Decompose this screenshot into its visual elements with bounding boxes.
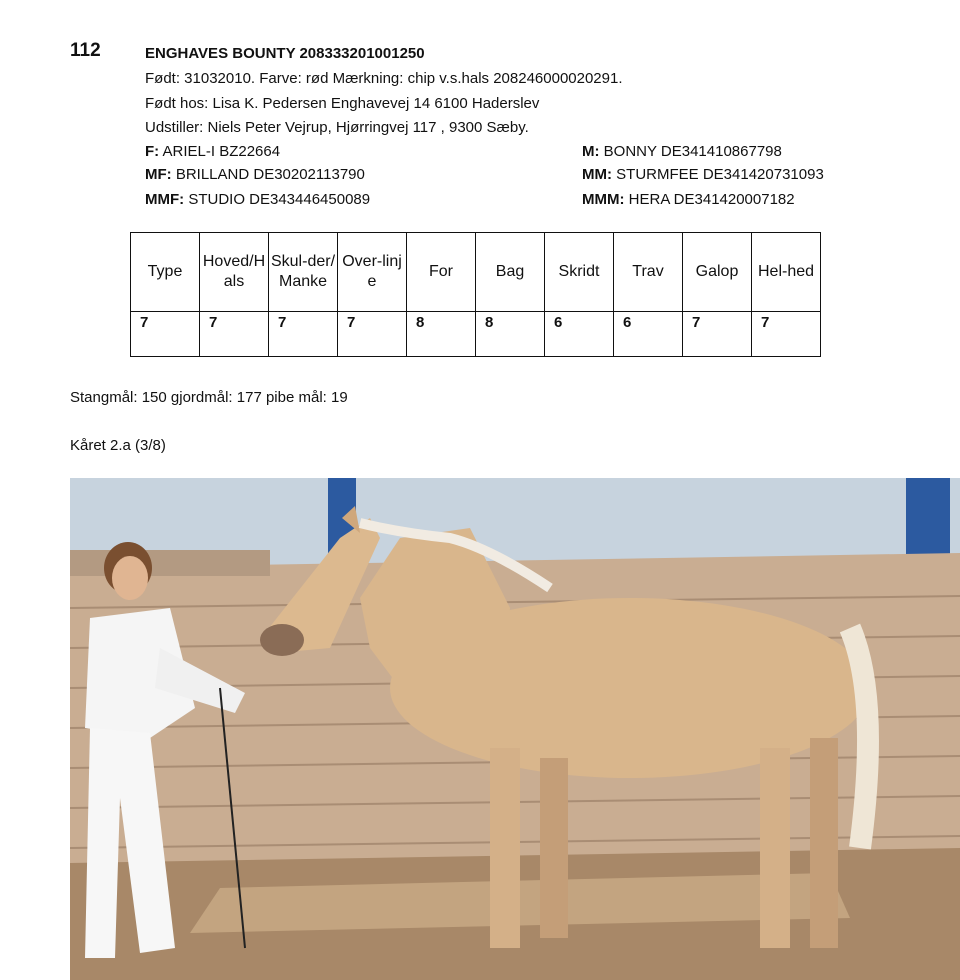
pedigree-mmf xyxy=(145,191,370,208)
score-header: Skul-der/Manke xyxy=(269,233,338,312)
measurements: Stangmål: 150 gjordmål: 177 pibe mål: 19 xyxy=(70,389,348,406)
score-header: Hel-hed xyxy=(752,233,821,312)
pedigree-mf xyxy=(145,166,365,183)
pedigree-value: BRILLAND DE30202113790 xyxy=(175,166,365,183)
score-value: 7 xyxy=(683,312,752,357)
breeder-line: Født hos: Lisa K. Pedersen Enghavevej 14 6100 Haderslev xyxy=(145,95,540,112)
score-value-row xyxy=(131,312,821,357)
pedigree-label: MMM: xyxy=(582,191,625,208)
born-line: Født: 31032010. Farve: rød Mærkning: chip v.s.hals 208246000020291. xyxy=(145,70,623,87)
score-header: Type xyxy=(131,233,200,312)
score-value: 7 xyxy=(200,312,269,357)
score-header: Trav xyxy=(614,233,683,312)
result-line: Kåret 2.a (3/8) xyxy=(70,437,166,454)
score-value: 7 xyxy=(752,312,821,357)
pedigree-label: MF: xyxy=(145,166,172,183)
score-header: Galop xyxy=(683,233,752,312)
pedigree-value: STURMFEE DE341420731093 xyxy=(616,166,824,183)
pedigree-label: MMF: xyxy=(145,191,185,208)
score-value: 7 xyxy=(131,312,200,357)
pedigree-value: STUDIO DE343446450089 xyxy=(188,191,371,208)
score-value: 6 xyxy=(545,312,614,357)
horse-name: ENGHAVES BOUNTY 208333201001250 xyxy=(145,45,425,62)
score-header: Bag xyxy=(476,233,545,312)
pedigree-label: MM: xyxy=(582,166,612,183)
score-table xyxy=(130,232,821,357)
exhibitor-line: Udstiller: Niels Peter Vejrup, Hjørringvej 117 , 9300 Sæby. xyxy=(145,119,529,136)
score-value: 6 xyxy=(614,312,683,357)
horse-photo xyxy=(70,478,960,980)
pedigree-dam xyxy=(582,143,782,160)
pedigree-value: ARIEL-I BZ22664 xyxy=(162,143,281,160)
score-value: 7 xyxy=(338,312,407,357)
score-value: 7 xyxy=(269,312,338,357)
pedigree-value: HERA DE341420007182 xyxy=(628,191,795,208)
score-header: Skridt xyxy=(545,233,614,312)
score-value: 8 xyxy=(476,312,545,357)
score-value: 8 xyxy=(407,312,476,357)
score-header-row xyxy=(131,233,821,312)
pedigree-label: M: xyxy=(582,143,600,160)
pedigree-value: BONNY DE341410867798 xyxy=(603,143,782,160)
pedigree-sire xyxy=(145,143,280,160)
pedigree-label: F: xyxy=(145,143,160,160)
score-header: Hoved/Hals xyxy=(200,233,269,312)
pedigree-mmm xyxy=(582,191,795,208)
catalog-number: 112 xyxy=(70,40,101,61)
pedigree-mm xyxy=(582,166,824,183)
score-header: For xyxy=(407,233,476,312)
score-header: Over-linje xyxy=(338,233,407,312)
